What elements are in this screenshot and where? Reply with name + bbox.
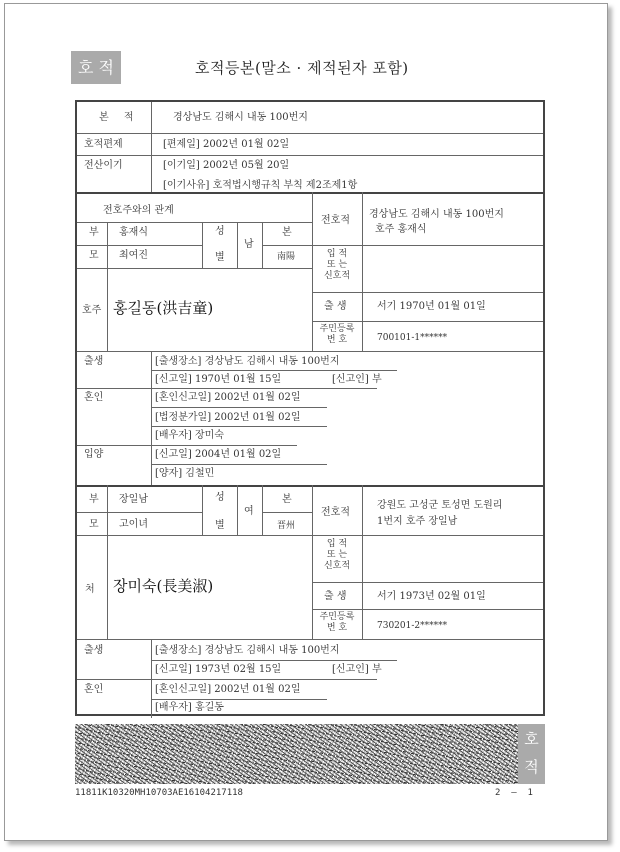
relation-title: 전호주와의 관계 xyxy=(103,205,174,216)
page-number: 2 — 1 xyxy=(495,788,533,798)
head-mother-label: 모 xyxy=(89,250,99,261)
wife-event-birth-line3: [신고인] 부 xyxy=(332,664,382,675)
head-prev-label: 전호적 xyxy=(321,215,350,226)
head-event-marriage-line3: [배우자] 장미숙 xyxy=(155,430,224,441)
document-title: 호적등본(말소 · 제적된자 포함) xyxy=(195,59,409,77)
pyeonje-label: 호적편제 xyxy=(84,139,123,150)
head-event-marriage-line1: [혼인신고일] 2002년 01월 02일 xyxy=(155,392,301,403)
head-rrn: 700101-1****** xyxy=(377,333,448,343)
head-event-label-adoption: 입양 xyxy=(84,449,104,460)
head-event-adoption-line1: [신고일] 2004년 01월 02일 xyxy=(155,449,282,460)
bonjeok-label: 본 적 xyxy=(99,112,140,123)
wife-mother-label: 모 xyxy=(89,519,99,530)
wife-role: 처 xyxy=(85,584,95,595)
head-event-birth-line2: [신고일] 1970년 01월 15일 xyxy=(155,374,282,385)
wife-event-birth-line1: [출생장소] 경상남도 김해시 내동 100번지 xyxy=(155,645,340,656)
head-entry-label: 입 적 또 는 신호적 xyxy=(323,249,351,281)
wife-father-label: 부 xyxy=(89,494,99,505)
head-rrn-label: 주민등록 번 호 xyxy=(319,324,355,345)
head-event-adoption-line2: [양자] 김철민 xyxy=(155,468,215,479)
wife-prev-line2: 1번지 호주 장일남 xyxy=(377,516,458,527)
document-code: 11811K10320MH10703AE16104217118 xyxy=(75,788,243,798)
wife-sex-label-1: 성 xyxy=(215,492,225,503)
wife-birth-label: 출 생 xyxy=(324,591,347,602)
wife-event-label-marriage: 혼인 xyxy=(84,684,104,695)
head-bon: 南陽 xyxy=(277,252,296,262)
wife-event-birth-line2: [신고일] 1973년 02월 15일 xyxy=(155,664,282,675)
security-pattern xyxy=(75,724,545,784)
head-event-birth-line1: [출생장소] 경상남도 김해시 내동 100번지 xyxy=(155,356,340,367)
head-mother: 최여진 xyxy=(119,250,148,261)
stamp-top: 호 적 xyxy=(71,51,121,84)
head-bon-label: 본 xyxy=(282,227,292,238)
head-birth-label: 출 생 xyxy=(324,301,347,312)
wife-event-marriage-line1: [혼인신고일] 2002년 01월 02일 xyxy=(155,684,301,695)
head-event-birth-line3: [신고인] 부 xyxy=(332,374,382,385)
wife-sex: 여 xyxy=(244,506,254,517)
wife-event-marriage-line2: [배우자] 홍길동 xyxy=(155,702,224,713)
wife-mother: 고이녀 xyxy=(119,519,148,530)
head-event-label-birth: 출생 xyxy=(84,356,104,367)
wife-prev-label: 전호적 xyxy=(321,507,350,518)
head-event-label-marriage: 혼인 xyxy=(84,392,104,403)
wife-birth: 서기 1973년 02월 01일 xyxy=(377,591,486,602)
jeonsan-label: 전산이기 xyxy=(84,160,123,171)
wife-event-label-birth: 출생 xyxy=(84,645,104,656)
head-birth: 서기 1970년 01월 01일 xyxy=(377,301,486,312)
head-event-marriage-line2: [법정분가일] 2002년 01월 02일 xyxy=(155,412,301,423)
register-form xyxy=(75,100,545,716)
head-sex: 남 xyxy=(244,239,254,250)
head-sex-label-2: 별 xyxy=(215,252,225,263)
head-father: 홍재식 xyxy=(119,227,148,238)
jeonsan-line1: [이기일] 2002년 05월 20일 xyxy=(163,160,290,171)
wife-bon: 晋州 xyxy=(277,521,296,531)
wife-prev-line1: 강원도 고성군 토성면 도원리 xyxy=(377,500,503,511)
wife-father: 장일남 xyxy=(119,494,148,505)
stamp-bottom: 호 적 xyxy=(518,724,545,784)
wife-rrn-label: 주민등록 번 호 xyxy=(319,612,355,633)
wife-name: 장미숙(長美淑) xyxy=(113,577,214,595)
head-prev-line1: 경상남도 김해시 내동 100번지 xyxy=(369,209,504,220)
bonjeok-value: 경상남도 김해시 내동 100번지 xyxy=(173,112,308,123)
head-role: 호주 xyxy=(82,305,102,316)
wife-bon-label: 본 xyxy=(282,494,292,505)
jeonsan-line2: [이기사유] 호적법시행규칙 부칙 제2조제1항 xyxy=(163,180,358,191)
wife-entry-label: 입 적 또 는 신호적 xyxy=(323,539,351,571)
wife-rrn: 730201-2****** xyxy=(377,621,448,631)
head-name: 홍길동(洪吉童) xyxy=(113,299,214,317)
head-sex-label-1: 성 xyxy=(215,226,225,237)
head-prev-line2: 호주 홍재식 xyxy=(375,224,427,235)
document-sheet xyxy=(4,3,608,841)
wife-sex-label-2: 별 xyxy=(215,520,225,531)
head-father-label: 부 xyxy=(89,227,99,238)
pyeonje-value: [편제일] 2002년 01월 02일 xyxy=(163,139,290,150)
